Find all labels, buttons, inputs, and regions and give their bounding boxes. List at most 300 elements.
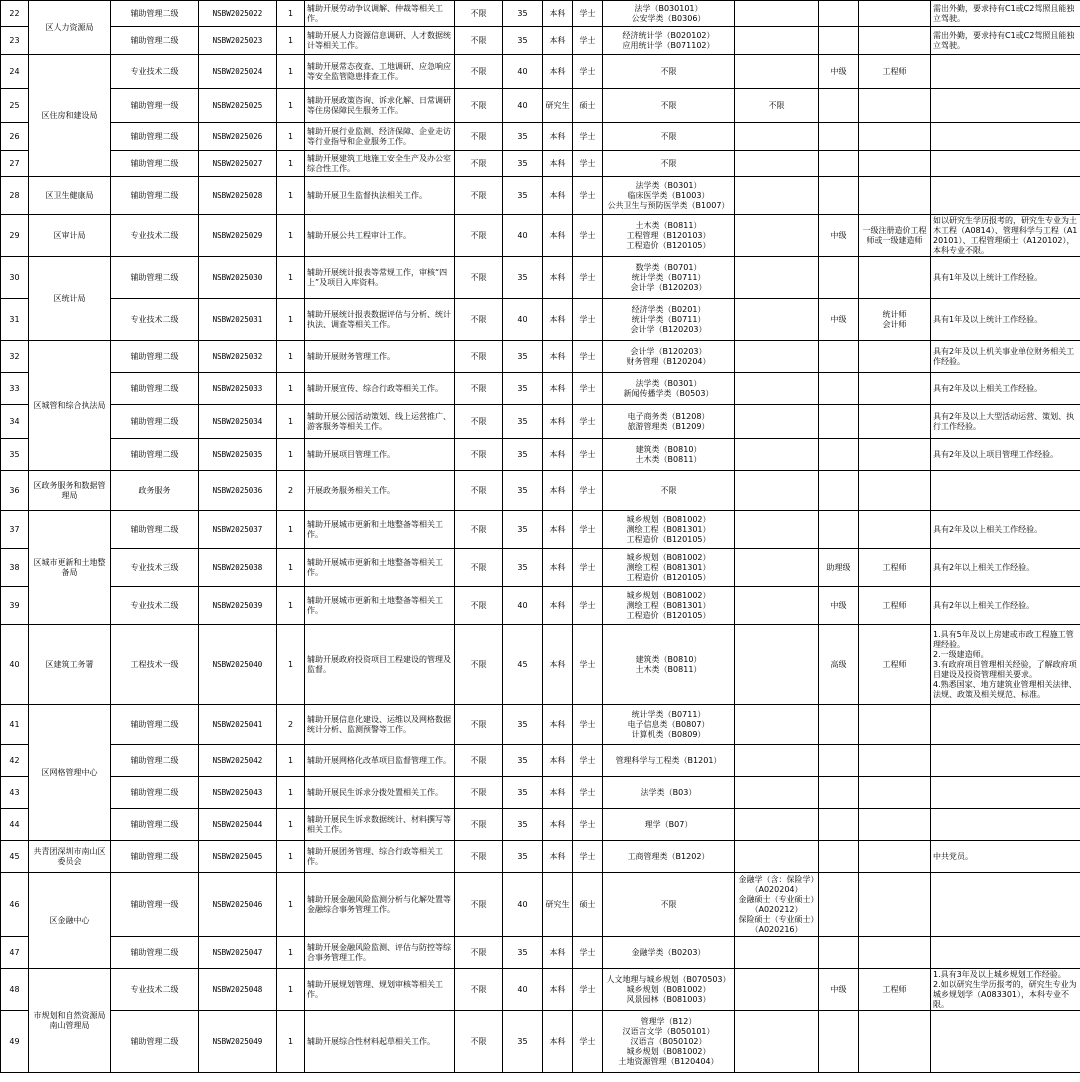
major-ug-cell: 法学类（B0301） 临床医学类（B1003） 公共卫生与预防医学类（B1007） [603, 177, 735, 215]
degree-cell: 学士 [573, 299, 603, 341]
seq-cell: 49 [1, 1011, 29, 1073]
edu-cell: 本科 [543, 705, 573, 745]
other-cell: 具有2年及以上相关工作经验。 [931, 373, 1080, 405]
edu-cell: 本科 [543, 27, 573, 55]
degree-cell: 学士 [573, 625, 603, 705]
max-age-cell: 35 [503, 1, 543, 27]
title-name-cell [859, 405, 931, 439]
major-grad-cell [735, 841, 819, 873]
post-cell: 辅助管理二级 [111, 177, 199, 215]
max-age-cell: 35 [503, 257, 543, 299]
post-cell: 辅助管理二级 [111, 405, 199, 439]
duty-cell: 辅助开展规划管理、规划审核等相关工作。 [305, 969, 455, 1011]
max-age-cell: 40 [503, 969, 543, 1011]
dept-cell: 市规划和自然资源局南山管理局 [29, 969, 111, 1073]
code-cell: NSBW2025036 [199, 471, 277, 511]
title-level-cell: 高级 [819, 625, 859, 705]
max-age-cell: 35 [503, 809, 543, 841]
code-cell: NSBW2025030 [199, 257, 277, 299]
other-cell [931, 123, 1080, 151]
max-age-cell: 35 [503, 549, 543, 587]
code-cell: NSBW2025044 [199, 809, 277, 841]
code-cell: NSBW2025033 [199, 373, 277, 405]
edu-cell: 本科 [543, 587, 573, 625]
title-name-cell [859, 151, 931, 177]
post-cell: 工程技术一级 [111, 625, 199, 705]
other-cell [931, 1011, 1080, 1073]
other-cell [931, 937, 1080, 969]
num-cell: 1 [277, 299, 305, 341]
major-ug-cell: 统计学类（B0711） 电子信息类（B0807） 计算机类（B0809） [603, 705, 735, 745]
major-grad-cell [735, 27, 819, 55]
num-cell: 1 [277, 809, 305, 841]
max-age-cell: 35 [503, 745, 543, 777]
duty-cell: 辅助开展团务管理、综合行政等相关工作。 [305, 841, 455, 873]
major-grad-cell [735, 215, 819, 257]
major-ug-cell: 不限 [603, 89, 735, 123]
edu-cell: 本科 [543, 55, 573, 89]
code-cell: NSBW2025045 [199, 841, 277, 873]
code-cell: NSBW2025024 [199, 55, 277, 89]
title-level-cell [819, 809, 859, 841]
title-level-cell: 中级 [819, 969, 859, 1011]
max-age-cell: 40 [503, 873, 543, 937]
code-cell: NSBW2025026 [199, 123, 277, 151]
title-name-cell [859, 1, 931, 27]
age-cell: 不限 [455, 439, 503, 471]
title-level-cell [819, 511, 859, 549]
major-ug-cell: 不限 [603, 55, 735, 89]
title-level-cell [819, 89, 859, 123]
major-ug-cell: 管理学（B12） 汉语言文学（B050101） 汉语言（B050102） 城乡规划（B081002） 土地资源管理（B120404） [603, 1011, 735, 1073]
max-age-cell: 35 [503, 341, 543, 373]
table-row [1, 89, 1080, 123]
duty-cell: 辅助开展政策咨询、诉求化解、日常调研等住房保障民生服务工作。 [305, 89, 455, 123]
major-grad-cell [735, 625, 819, 705]
num-cell: 1 [277, 511, 305, 549]
edu-cell: 研究生 [543, 89, 573, 123]
table-row [1, 27, 1080, 55]
other-cell: 需出外勤，要求持有C1或C2驾照且能独立驾驶。 [931, 27, 1080, 55]
degree-cell: 学士 [573, 123, 603, 151]
max-age-cell: 45 [503, 625, 543, 705]
duty-cell: 辅助开展行业监测、经济保障、企业走访等行业指导和企业服务工作。 [305, 123, 455, 151]
major-ug-cell: 管理科学与工程类（B1201） [603, 745, 735, 777]
title-name-cell: 工程师 [859, 587, 931, 625]
num-cell: 1 [277, 969, 305, 1011]
duty-cell: 辅助开展民生诉求数据统计、材料撰写等相关工作。 [305, 809, 455, 841]
other-cell: 具有1年及以上统计工作经验。 [931, 257, 1080, 299]
edu-cell: 本科 [543, 123, 573, 151]
age-cell: 不限 [455, 745, 503, 777]
major-ug-cell: 不限 [603, 873, 735, 937]
duty-cell: 辅助开展项目管理工作。 [305, 439, 455, 471]
title-name-cell [859, 937, 931, 969]
seq-cell: 44 [1, 809, 29, 841]
degree-cell: 学士 [573, 55, 603, 89]
title-level-cell [819, 873, 859, 937]
code-cell: NSBW2025042 [199, 745, 277, 777]
seq-cell: 24 [1, 55, 29, 89]
dept-cell: 区网格管理中心 [29, 705, 111, 841]
table-row [1, 549, 1080, 587]
duty-cell: 辅助开展城市更新和土地整备等相关工作。 [305, 549, 455, 587]
degree-cell: 学士 [573, 257, 603, 299]
degree-cell: 学士 [573, 215, 603, 257]
table-body [1, 1, 1080, 1073]
degree-cell: 学士 [573, 511, 603, 549]
seq-cell: 28 [1, 177, 29, 215]
other-cell [931, 471, 1080, 511]
table-row [1, 299, 1080, 341]
table-row [1, 177, 1080, 215]
seq-cell: 32 [1, 341, 29, 373]
post-cell: 辅助管理二级 [111, 1011, 199, 1073]
code-cell: NSBW2025043 [199, 777, 277, 809]
age-cell: 不限 [455, 841, 503, 873]
table-row [1, 1, 1080, 27]
num-cell: 1 [277, 937, 305, 969]
code-cell: NSBW2025041 [199, 705, 277, 745]
code-cell: NSBW2025038 [199, 549, 277, 587]
max-age-cell: 35 [503, 471, 543, 511]
age-cell: 不限 [455, 705, 503, 745]
major-grad-cell [735, 705, 819, 745]
major-ug-cell: 经济统计学（B020102） 应用统计学（B071102） [603, 27, 735, 55]
max-age-cell: 35 [503, 841, 543, 873]
dept-cell: 区建筑工务署 [29, 625, 111, 705]
duty-cell: 辅助开展劳动争议调解、仲裁等相关工作。 [305, 1, 455, 27]
edu-cell: 本科 [543, 625, 573, 705]
edu-cell: 本科 [543, 1, 573, 27]
table-row [1, 471, 1080, 511]
seq-cell: 35 [1, 439, 29, 471]
num-cell: 1 [277, 625, 305, 705]
other-cell: 需出外勤，要求持有C1或C2驾照且能独立驾驶。 [931, 1, 1080, 27]
post-cell: 辅助管理二级 [111, 745, 199, 777]
age-cell: 不限 [455, 257, 503, 299]
code-cell: NSBW2025022 [199, 1, 277, 27]
table-row [1, 439, 1080, 471]
major-grad-cell [735, 777, 819, 809]
major-ug-cell: 数学类（B0701） 统计学类（B0711） 会计学（B120203） [603, 257, 735, 299]
edu-cell: 本科 [543, 439, 573, 471]
major-grad-cell [735, 177, 819, 215]
edu-cell: 本科 [543, 777, 573, 809]
other-cell [931, 177, 1080, 215]
title-level-cell [819, 1, 859, 27]
age-cell: 不限 [455, 937, 503, 969]
major-grad-cell [735, 373, 819, 405]
title-name-cell [859, 745, 931, 777]
edu-cell: 本科 [543, 177, 573, 215]
table-row [1, 969, 1080, 1011]
post-cell: 辅助管理二级 [111, 27, 199, 55]
table-row [1, 55, 1080, 89]
age-cell: 不限 [455, 151, 503, 177]
other-cell [931, 873, 1080, 937]
title-name-cell [859, 341, 931, 373]
title-level-cell [819, 151, 859, 177]
other-cell: 具有2年及以上大型活动运营、策划、执行工作经验。 [931, 405, 1080, 439]
duty-cell: 辅助开展城市更新和土地整备等相关工作。 [305, 587, 455, 625]
seq-cell: 41 [1, 705, 29, 745]
post-cell: 辅助管理二级 [111, 151, 199, 177]
seq-cell: 37 [1, 511, 29, 549]
num-cell: 1 [277, 549, 305, 587]
code-cell: NSBW2025048 [199, 969, 277, 1011]
title-level-cell [819, 777, 859, 809]
degree-cell: 硕士 [573, 89, 603, 123]
major-ug-cell: 会计学（B120203） 财务管理（B120204） [603, 341, 735, 373]
major-ug-cell: 金融学类（B0203） [603, 937, 735, 969]
major-grad-cell [735, 299, 819, 341]
age-cell: 不限 [455, 777, 503, 809]
title-name-cell [859, 873, 931, 937]
title-name-cell [859, 705, 931, 745]
age-cell: 不限 [455, 299, 503, 341]
num-cell: 2 [277, 705, 305, 745]
max-age-cell: 35 [503, 27, 543, 55]
duty-cell: 辅助开展民生诉求分拨处置相关工作。 [305, 777, 455, 809]
major-grad-cell [735, 969, 819, 1011]
table-row [1, 215, 1080, 257]
post-cell: 辅助管理二级 [111, 809, 199, 841]
title-name-cell [859, 123, 931, 151]
dept-cell: 区城市更新和土地整备局 [29, 511, 111, 625]
table-row [1, 405, 1080, 439]
num-cell: 1 [277, 123, 305, 151]
title-name-cell [859, 439, 931, 471]
table-row [1, 587, 1080, 625]
other-cell: 具有2年及以上机关事业单位财务相关工作经验。 [931, 341, 1080, 373]
major-ug-cell: 法学类（B0301） 新闻传播学类（B0503） [603, 373, 735, 405]
post-cell: 辅助管理一级 [111, 873, 199, 937]
degree-cell: 学士 [573, 809, 603, 841]
num-cell: 1 [277, 55, 305, 89]
other-cell: 如以研究生学历报考的，研究生专业为土木工程（A0814）、管理科学与工程（A120101）、工程管理硕士（A120102），本科专业不限。 [931, 215, 1080, 257]
max-age-cell: 40 [503, 89, 543, 123]
seq-cell: 40 [1, 625, 29, 705]
age-cell: 不限 [455, 471, 503, 511]
major-ug-cell: 电子商务类（B1208） 旅游管理类（B1209） [603, 405, 735, 439]
code-cell: NSBW2025039 [199, 587, 277, 625]
post-cell: 辅助管理二级 [111, 257, 199, 299]
post-cell: 辅助管理二级 [111, 373, 199, 405]
title-level-cell [819, 257, 859, 299]
num-cell: 1 [277, 587, 305, 625]
max-age-cell: 35 [503, 177, 543, 215]
major-ug-cell: 法学类（B03） [603, 777, 735, 809]
max-age-cell: 35 [503, 151, 543, 177]
major-grad-cell [735, 937, 819, 969]
table-row [1, 511, 1080, 549]
post-cell: 辅助管理二级 [111, 439, 199, 471]
duty-cell: 辅助开展政府投资项目工程建设的管理及监督。 [305, 625, 455, 705]
title-name-cell [859, 373, 931, 405]
title-name-cell: 一级注册造价工程师或一级建造师 [859, 215, 931, 257]
title-level-cell: 助理级 [819, 549, 859, 587]
num-cell: 1 [277, 405, 305, 439]
major-grad-cell [735, 809, 819, 841]
age-cell: 不限 [455, 549, 503, 587]
duty-cell: 辅助开展统计报表等常规工作，审核“四上”及项目入库资料。 [305, 257, 455, 299]
degree-cell: 学士 [573, 341, 603, 373]
seq-cell: 43 [1, 777, 29, 809]
duty-cell: 辅助开展公园活动策划、线上运营推广、游客服务等相关工作。 [305, 405, 455, 439]
title-name-cell: 统计师 会计师 [859, 299, 931, 341]
code-cell: NSBW2025047 [199, 937, 277, 969]
seq-cell: 25 [1, 89, 29, 123]
major-ug-cell: 土木类（B0811） 工程管理（B120103） 工程造价（B120105） [603, 215, 735, 257]
other-cell: 中共党员。 [931, 841, 1080, 873]
other-cell [931, 55, 1080, 89]
edu-cell: 本科 [543, 1011, 573, 1073]
post-cell: 辅助管理二级 [111, 937, 199, 969]
age-cell: 不限 [455, 27, 503, 55]
num-cell: 2 [277, 471, 305, 511]
age-cell: 不限 [455, 873, 503, 937]
major-grad-cell [735, 405, 819, 439]
title-name-cell [859, 1011, 931, 1073]
title-level-cell [819, 745, 859, 777]
degree-cell: 学士 [573, 841, 603, 873]
major-grad-cell [735, 123, 819, 151]
title-name-cell [859, 257, 931, 299]
seq-cell: 45 [1, 841, 29, 873]
title-level-cell [819, 27, 859, 55]
post-cell: 辅助管理二级 [111, 705, 199, 745]
max-age-cell: 35 [503, 439, 543, 471]
major-grad-cell [735, 341, 819, 373]
degree-cell: 学士 [573, 587, 603, 625]
major-ug-cell: 建筑类（B0810） 土木类（B0811） [603, 439, 735, 471]
major-grad-cell [735, 1011, 819, 1073]
table-row [1, 937, 1080, 969]
other-cell [931, 89, 1080, 123]
num-cell: 1 [277, 777, 305, 809]
title-level-cell: 中级 [819, 55, 859, 89]
seq-cell: 42 [1, 745, 29, 777]
max-age-cell: 35 [503, 1011, 543, 1073]
table-row [1, 373, 1080, 405]
dept-cell: 区审计局 [29, 215, 111, 257]
major-grad-cell [735, 745, 819, 777]
title-level-cell [819, 405, 859, 439]
edu-cell: 本科 [543, 745, 573, 777]
age-cell: 不限 [455, 969, 503, 1011]
major-ug-cell: 城乡规划（B081002） 测绘工程（B081301） 工程造价（B120105） [603, 511, 735, 549]
dept-cell: 共青团深圳市南山区委员会 [29, 841, 111, 873]
code-cell: NSBW2025035 [199, 439, 277, 471]
dept-cell: 区人力资源局 [29, 1, 111, 55]
age-cell: 不限 [455, 405, 503, 439]
seq-cell: 38 [1, 549, 29, 587]
duty-cell: 辅助开展综合性材料起草相关工作。 [305, 1011, 455, 1073]
duty-cell: 辅助开展城市更新和土地整备等相关工作。 [305, 511, 455, 549]
other-cell: 具有2年以上相关工作经验。 [931, 587, 1080, 625]
duty-cell: 辅助开展信息化建设、运维以及网格数据统计分析、监测预警等工作。 [305, 705, 455, 745]
code-cell: NSBW2025025 [199, 89, 277, 123]
seq-cell: 31 [1, 299, 29, 341]
edu-cell: 本科 [543, 841, 573, 873]
num-cell: 1 [277, 873, 305, 937]
title-name-cell [859, 809, 931, 841]
degree-cell: 学士 [573, 439, 603, 471]
dept-cell: 区城管和综合执法局 [29, 341, 111, 471]
title-name-cell [859, 89, 931, 123]
edu-cell: 研究生 [543, 873, 573, 937]
table-row [1, 123, 1080, 151]
table-row [1, 873, 1080, 937]
seq-cell: 22 [1, 1, 29, 27]
num-cell: 1 [277, 89, 305, 123]
num-cell: 1 [277, 341, 305, 373]
major-grad-cell [735, 471, 819, 511]
num-cell: 1 [277, 215, 305, 257]
post-cell: 专业技术二级 [111, 55, 199, 89]
code-cell: NSBW2025023 [199, 27, 277, 55]
major-ug-cell: 城乡规划（B081002） 测绘工程（B081301） 工程造价（B120105） [603, 587, 735, 625]
max-age-cell: 40 [503, 55, 543, 89]
title-level-cell [819, 341, 859, 373]
title-name-cell: 工程师 [859, 969, 931, 1011]
code-cell: NSBW2025032 [199, 341, 277, 373]
table-row [1, 705, 1080, 745]
code-cell: NSBW2025031 [199, 299, 277, 341]
title-name-cell [859, 841, 931, 873]
major-ug-cell: 不限 [603, 123, 735, 151]
title-name-cell [859, 511, 931, 549]
seq-cell: 46 [1, 873, 29, 937]
other-cell [931, 745, 1080, 777]
age-cell: 不限 [455, 511, 503, 549]
major-grad-cell [735, 511, 819, 549]
major-ug-cell: 经济学类（B0201） 统计学类（B0711） 会计学（B120203） [603, 299, 735, 341]
table-row [1, 341, 1080, 373]
age-cell: 不限 [455, 177, 503, 215]
table-row [1, 745, 1080, 777]
code-cell: NSBW2025046 [199, 873, 277, 937]
max-age-cell: 35 [503, 511, 543, 549]
degree-cell: 学士 [573, 27, 603, 55]
major-grad-cell [735, 1, 819, 27]
table-row [1, 809, 1080, 841]
title-level-cell: 中级 [819, 215, 859, 257]
edu-cell: 本科 [543, 341, 573, 373]
post-cell: 政务服务 [111, 471, 199, 511]
age-cell: 不限 [455, 341, 503, 373]
other-cell: 具有2年以上相关工作经验。 [931, 549, 1080, 587]
duty-cell: 辅助开展宣传、综合行政等相关工作。 [305, 373, 455, 405]
post-cell: 专业技术二级 [111, 299, 199, 341]
dept-cell: 区卫生健康局 [29, 177, 111, 215]
major-grad-cell: 不限 [735, 89, 819, 123]
duty-cell: 辅助开展统计报表数据评估与分析、统计执法、调查等相关工作。 [305, 299, 455, 341]
title-name-cell: 工程师 [859, 549, 931, 587]
degree-cell: 学士 [573, 1011, 603, 1073]
age-cell: 不限 [455, 123, 503, 151]
table-row [1, 625, 1080, 705]
post-cell: 辅助管理二级 [111, 777, 199, 809]
duty-cell: 辅助开展卫生监督执法相关工作。 [305, 177, 455, 215]
other-cell [931, 151, 1080, 177]
degree-cell: 学士 [573, 937, 603, 969]
degree-cell: 硕士 [573, 873, 603, 937]
title-level-cell: 中级 [819, 299, 859, 341]
num-cell: 1 [277, 373, 305, 405]
duty-cell: 辅助开展财务管理工作。 [305, 341, 455, 373]
